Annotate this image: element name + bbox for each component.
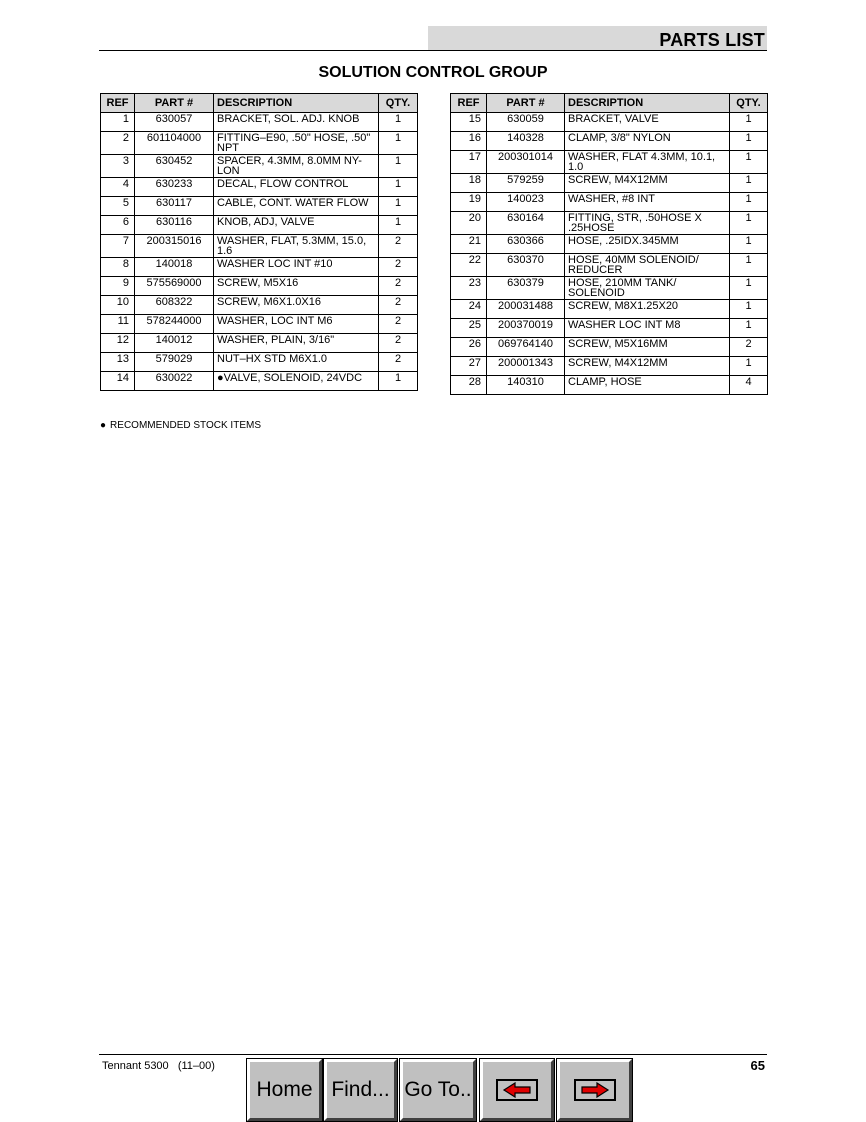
table-row (451, 300, 768, 319)
qty-cell: 1 (730, 132, 768, 151)
table-row (101, 132, 418, 155)
description-cell: SPACER, 4.3MM, 8.0MM NY-LON (214, 155, 379, 178)
part-number-cell: 601104000 (135, 132, 214, 155)
part-number-cell: 200031488 (487, 300, 565, 319)
description-cell: WASHER, FLAT 4.3MM, 10.1, 1.0 (565, 151, 730, 174)
qty-cell: 1 (730, 300, 768, 319)
home-button[interactable] (247, 1059, 322, 1121)
ref-cell: 16 (451, 132, 487, 151)
previous-page-button[interactable] (480, 1059, 554, 1121)
table-row (451, 151, 768, 174)
description-cell: NUT–HX STD M6X1.0 (214, 353, 379, 372)
ref-cell: 26 (451, 338, 487, 357)
ref-cell: 25 (451, 319, 487, 338)
qty-cell: 2 (379, 296, 418, 315)
goto-button[interactable] (400, 1059, 476, 1121)
next-page-button[interactable] (557, 1059, 632, 1121)
qty-cell: 1 (730, 151, 768, 174)
description-cell: BRACKET, SOL. ADJ. KNOB (214, 113, 379, 132)
qty-cell: 1 (730, 212, 768, 235)
qty-cell: 2 (379, 334, 418, 353)
ref-cell: 5 (101, 197, 135, 216)
column-header-part: PART # (487, 94, 565, 113)
part-number-cell: 630117 (135, 197, 214, 216)
parts-table-right (450, 93, 768, 395)
description-cell: WASHER LOC INT M8 (565, 319, 730, 338)
description-cell: HOSE, .25IDX.345MM (565, 235, 730, 254)
description-cell: FITTING–E90, .50" HOSE, .50" NPT (214, 132, 379, 155)
qty-cell: 1 (730, 319, 768, 338)
home-button-label: Home (256, 1078, 313, 1101)
part-number-cell: 630057 (135, 113, 214, 132)
description-cell: HOSE, 40MM SOLENOID/ REDUCER (565, 254, 730, 277)
table-row (451, 132, 768, 151)
table-row (101, 197, 418, 216)
parts-table-body (101, 113, 418, 391)
table-row (451, 113, 768, 132)
description-cell: KNOB, ADJ, VALVE (214, 216, 379, 235)
column-header-part: PART # (135, 94, 214, 113)
ref-cell: 21 (451, 235, 487, 254)
part-number-cell: 608322 (135, 296, 214, 315)
qty-cell: 2 (379, 315, 418, 334)
description-cell: SCREW, M4X12MM (565, 357, 730, 376)
right-arrow-icon (574, 1079, 616, 1101)
qty-cell: 2 (379, 353, 418, 372)
part-number-cell: 630379 (487, 277, 565, 300)
section-title: SOLUTION CONTROL GROUP (318, 64, 548, 81)
part-number-cell: 579029 (135, 353, 214, 372)
column-header-description: DESCRIPTION (565, 94, 730, 113)
description-cell: HOSE, 210MM TANK/ SOLENOID (565, 277, 730, 300)
description-cell: CLAMP, 3/8" NYLON (565, 132, 730, 151)
ref-cell: 12 (101, 334, 135, 353)
ref-cell: 6 (101, 216, 135, 235)
table-row (101, 296, 418, 315)
qty-cell: 2 (379, 235, 418, 258)
page-number: 65 (750, 1058, 765, 1073)
table-row (451, 254, 768, 277)
qty-cell: 1 (730, 277, 768, 300)
part-number-cell: 140012 (135, 334, 214, 353)
column-header-ref: REF (101, 94, 135, 113)
find-button-label: Find... (331, 1078, 390, 1101)
table-header-row (101, 94, 418, 113)
goto-button-label: Go To.. (404, 1078, 472, 1101)
description-cell: WASHER, FLAT, 5.3MM, 15.0, 1.6 (214, 235, 379, 258)
table-row (101, 235, 418, 258)
part-number-cell: 200001343 (487, 357, 565, 376)
part-number-cell: 069764140 (487, 338, 565, 357)
qty-cell: 1 (730, 113, 768, 132)
column-header-ref: REF (451, 94, 487, 113)
qty-cell: 1 (730, 254, 768, 277)
bullet-icon: ● (100, 420, 107, 431)
qty-cell: 1 (730, 357, 768, 376)
part-number-cell: 140310 (487, 376, 565, 395)
table-row (101, 258, 418, 277)
table-row (451, 357, 768, 376)
table-row (451, 174, 768, 193)
table-row (101, 277, 418, 296)
description-cell: WASHER, #8 INT (565, 193, 730, 212)
ref-cell: 15 (451, 113, 487, 132)
ref-cell: 20 (451, 212, 487, 235)
part-number-cell: 630370 (487, 254, 565, 277)
footer-rule (99, 1054, 767, 1055)
part-number-cell: 630164 (487, 212, 565, 235)
parts-table-body (451, 113, 768, 395)
part-number-cell: 200301014 (487, 151, 565, 174)
table-row (101, 334, 418, 353)
ref-cell: 13 (101, 353, 135, 372)
page-title: PARTS LIST (659, 30, 765, 50)
ref-cell: 22 (451, 254, 487, 277)
table-row (101, 372, 418, 391)
qty-cell: 1 (379, 113, 418, 132)
footer-model: Tennant 5300 (11–00) (102, 1060, 215, 1072)
ref-cell: 2 (101, 132, 135, 155)
description-cell: WASHER LOC INT #10 (214, 258, 379, 277)
qty-cell: 2 (730, 338, 768, 357)
description-cell: WASHER, PLAIN, 3/16" (214, 334, 379, 353)
qty-cell: 1 (379, 372, 418, 391)
column-header-qty: QTY. (730, 94, 768, 113)
table-row (451, 319, 768, 338)
qty-cell: 1 (730, 235, 768, 254)
part-number-cell: 630366 (487, 235, 565, 254)
ref-cell: 19 (451, 193, 487, 212)
description-cell: WASHER, LOC INT M6 (214, 315, 379, 334)
table-row (101, 178, 418, 197)
table-row (101, 216, 418, 235)
description-cell: BRACKET, VALVE (565, 113, 730, 132)
ref-cell: 11 (101, 315, 135, 334)
part-number-cell: 630022 (135, 372, 214, 391)
table-header-row (451, 94, 768, 113)
ref-cell: 17 (451, 151, 487, 174)
description-cell: SCREW, M8X1.25X20 (565, 300, 730, 319)
part-number-cell: 578244000 (135, 315, 214, 334)
ref-cell: 7 (101, 235, 135, 258)
qty-cell: 2 (379, 258, 418, 277)
table-row (451, 212, 768, 235)
description-cell: DECAL, FLOW CONTROL (214, 178, 379, 197)
part-number-cell: 630452 (135, 155, 214, 178)
description-cell: FITTING, STR, .50HOSE X .25HOSE (565, 212, 730, 235)
qty-cell: 4 (730, 376, 768, 395)
part-number-cell: 630116 (135, 216, 214, 235)
description-cell: ●VALVE, SOLENOID, 24VDC (214, 372, 379, 391)
qty-cell: 1 (379, 216, 418, 235)
ref-cell: 27 (451, 357, 487, 376)
description-cell: CABLE, CONT. WATER FLOW (214, 197, 379, 216)
table-row (101, 113, 418, 132)
column-header-description: DESCRIPTION (214, 94, 379, 113)
description-cell: CLAMP, HOSE (565, 376, 730, 395)
part-number-cell: 200370019 (487, 319, 565, 338)
table-row (101, 353, 418, 372)
ref-cell: 24 (451, 300, 487, 319)
table-row (101, 315, 418, 334)
parts-table-left (100, 93, 418, 391)
qty-cell: 1 (379, 178, 418, 197)
part-number-cell: 140328 (487, 132, 565, 151)
description-cell: SCREW, M5X16MM (565, 338, 730, 357)
part-number-cell: 200315016 (135, 235, 214, 258)
find-button[interactable] (324, 1059, 397, 1121)
qty-cell: 1 (379, 155, 418, 178)
ref-cell: 9 (101, 277, 135, 296)
table-row (101, 155, 418, 178)
qty-cell: 2 (379, 277, 418, 296)
qty-cell: 1 (730, 193, 768, 212)
stock-note (100, 420, 261, 431)
part-number-cell: 630233 (135, 178, 214, 197)
qty-cell: 1 (379, 132, 418, 155)
ref-cell: 18 (451, 174, 487, 193)
qty-cell: 1 (379, 197, 418, 216)
ref-cell: 4 (101, 178, 135, 197)
ref-cell: 28 (451, 376, 487, 395)
ref-cell: 23 (451, 277, 487, 300)
ref-cell: 14 (101, 372, 135, 391)
table-row (451, 277, 768, 300)
column-header-qty: QTY. (379, 94, 418, 113)
part-number-cell: 575569000 (135, 277, 214, 296)
part-number-cell: 140018 (135, 258, 214, 277)
ref-cell: 1 (101, 113, 135, 132)
part-number-cell: 579259 (487, 174, 565, 193)
description-cell: SCREW, M4X12MM (565, 174, 730, 193)
table-row (451, 235, 768, 254)
stock-note-text: RECOMMENDED STOCK ITEMS (110, 420, 261, 431)
part-number-cell: 630059 (487, 113, 565, 132)
table-row (451, 376, 768, 395)
left-arrow-icon (496, 1079, 538, 1101)
qty-cell: 1 (730, 174, 768, 193)
description-cell: SCREW, M6X1.0X16 (214, 296, 379, 315)
ref-cell: 3 (101, 155, 135, 178)
description-cell: SCREW, M5X16 (214, 277, 379, 296)
ref-cell: 8 (101, 258, 135, 277)
part-number-cell: 140023 (487, 193, 565, 212)
table-row (451, 193, 768, 212)
table-row (451, 338, 768, 357)
ref-cell: 10 (101, 296, 135, 315)
